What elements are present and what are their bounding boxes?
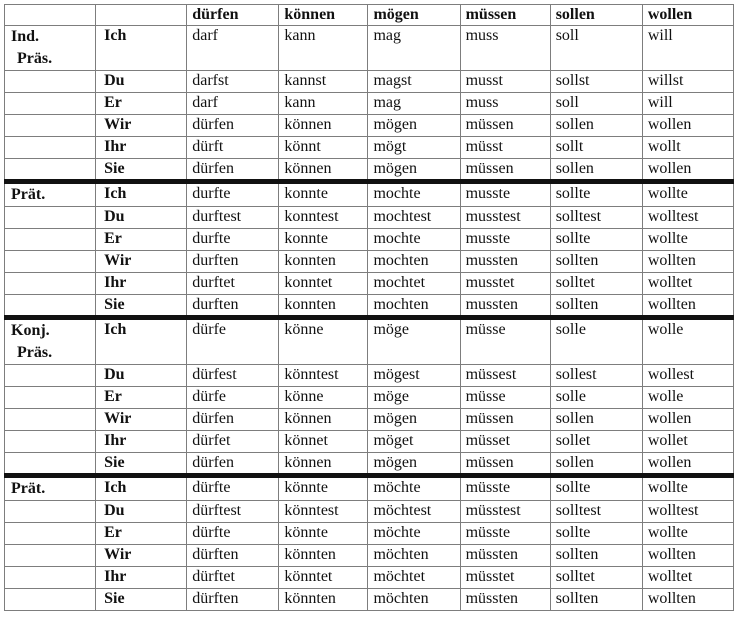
form-cell: möchten [368, 589, 460, 611]
form-cell: dürfte [187, 523, 279, 545]
pronoun-cell: Sie [96, 295, 187, 318]
table-row [5, 115, 734, 137]
form-cell: wollen [642, 409, 733, 431]
tense-cell [5, 387, 96, 409]
form-cell: müsstet [460, 567, 550, 589]
pronoun-cell: Ihr [96, 137, 187, 159]
form-cell: musst [460, 71, 550, 93]
pronoun-cell: Du [96, 207, 187, 229]
form-cell: könnt [279, 137, 368, 159]
pronoun-cell: Du [96, 71, 187, 93]
verb-header-durfen: dürfen [187, 5, 279, 26]
tense-cell [5, 365, 96, 387]
form-cell: mochtest [368, 207, 460, 229]
pronoun-cell: Ich [96, 26, 187, 71]
table-row [5, 523, 734, 545]
pronoun-cell: Sie [96, 453, 187, 476]
tense-cell [5, 207, 96, 229]
pronoun-cell: Wir [96, 115, 187, 137]
form-cell: mochtet [368, 273, 460, 295]
form-cell: könnte [279, 476, 368, 501]
form-cell: willst [642, 71, 733, 93]
pronoun-cell: Ich [96, 476, 187, 501]
pronoun-cell: Ihr [96, 431, 187, 453]
form-cell: müssen [460, 159, 550, 182]
form-cell: dürfe [187, 387, 279, 409]
form-cell: mögen [368, 159, 460, 182]
table-row [5, 318, 734, 365]
pronoun-header-cell [96, 5, 187, 26]
form-cell: müsst [460, 137, 550, 159]
form-cell: wolle [642, 318, 733, 365]
table-body [5, 26, 734, 611]
form-cell: kannst [279, 71, 368, 93]
form-cell: solle [550, 318, 642, 365]
form-cell: wollen [642, 159, 733, 182]
form-cell: sollen [550, 409, 642, 431]
form-cell: musstet [460, 273, 550, 295]
form-cell: dürfen [187, 115, 279, 137]
verb-header-mogen: mögen [368, 5, 460, 26]
verb-header-sollen: sollen [550, 5, 642, 26]
form-cell: müsste [460, 523, 550, 545]
form-cell: wollte [642, 182, 733, 207]
form-cell: könnten [279, 545, 368, 567]
form-cell: wollte [642, 229, 733, 251]
form-cell: muss [460, 93, 550, 115]
form-cell: will [642, 26, 733, 71]
pronoun-cell: Sie [96, 589, 187, 611]
table-row [5, 295, 734, 318]
form-cell: muss [460, 26, 550, 71]
form-cell: mochten [368, 295, 460, 318]
form-cell: könnet [279, 431, 368, 453]
form-cell: durften [187, 251, 279, 273]
tense-cell [5, 476, 96, 501]
table-row [5, 207, 734, 229]
form-cell: wollten [642, 545, 733, 567]
form-cell: sollten [550, 545, 642, 567]
table-row [5, 251, 734, 273]
pronoun-cell: Du [96, 365, 187, 387]
form-cell: möget [368, 431, 460, 453]
form-cell: müsse [460, 387, 550, 409]
form-cell: durftest [187, 207, 279, 229]
form-cell: könntest [279, 501, 368, 523]
tense-cell [5, 93, 96, 115]
table-row [5, 545, 734, 567]
form-cell: sollst [550, 71, 642, 93]
table-row [5, 229, 734, 251]
tense-cell [5, 182, 96, 207]
pronoun-cell: Wir [96, 545, 187, 567]
form-cell: sollt [550, 137, 642, 159]
tense-cell [5, 115, 96, 137]
form-cell: durftet [187, 273, 279, 295]
form-cell: mag [368, 26, 460, 71]
tense-cell [5, 318, 96, 365]
form-cell: dürften [187, 589, 279, 611]
form-cell: sollest [550, 365, 642, 387]
form-cell: wollten [642, 295, 733, 318]
pronoun-cell: Wir [96, 251, 187, 273]
form-cell: sollten [550, 251, 642, 273]
tense-cell [5, 229, 96, 251]
form-cell: müssten [460, 545, 550, 567]
form-cell: müssen [460, 453, 550, 476]
form-cell: wollet [642, 431, 733, 453]
tense-label: Konj. [11, 322, 50, 339]
table-row [5, 501, 734, 523]
form-cell: wollen [642, 453, 733, 476]
pronoun-cell: Er [96, 93, 187, 115]
form-cell: dürfte [187, 476, 279, 501]
form-cell: solle [550, 387, 642, 409]
tense-cell [5, 545, 96, 567]
form-cell: möchtest [368, 501, 460, 523]
form-cell: könnten [279, 589, 368, 611]
form-cell: möchten [368, 545, 460, 567]
form-cell: dürfet [187, 431, 279, 453]
table-row [5, 365, 734, 387]
tense-cell [5, 567, 96, 589]
table-row [5, 159, 734, 182]
form-cell: wollten [642, 251, 733, 273]
form-cell: sollte [550, 229, 642, 251]
table-row [5, 93, 734, 115]
form-cell: sollet [550, 431, 642, 453]
table-row [5, 453, 734, 476]
table-header [5, 5, 734, 26]
form-cell: sollte [550, 523, 642, 545]
form-cell: dürfe [187, 318, 279, 365]
table-row [5, 387, 734, 409]
pronoun-cell: Ihr [96, 273, 187, 295]
form-cell: müsset [460, 431, 550, 453]
tense-cell [5, 431, 96, 453]
form-cell: solltest [550, 207, 642, 229]
form-cell: wollten [642, 589, 733, 611]
form-cell: müssen [460, 115, 550, 137]
form-cell: wolltet [642, 567, 733, 589]
verb-header-wollen: wollen [642, 5, 733, 26]
form-cell: dürft [187, 137, 279, 159]
form-cell: mögen [368, 115, 460, 137]
table-row [5, 71, 734, 93]
pronoun-cell: Er [96, 229, 187, 251]
form-cell: mögen [368, 453, 460, 476]
form-cell: müssest [460, 365, 550, 387]
pronoun-cell: Ihr [96, 567, 187, 589]
form-cell: konntest [279, 207, 368, 229]
form-cell: mag [368, 93, 460, 115]
tense-label: Prät. [11, 186, 46, 203]
form-cell: müsste [460, 476, 550, 501]
form-cell: mochte [368, 182, 460, 207]
form-cell: möge [368, 387, 460, 409]
header-row [5, 5, 734, 26]
form-cell: wollte [642, 476, 733, 501]
form-cell: dürftet [187, 567, 279, 589]
pronoun-cell: Er [96, 387, 187, 409]
form-cell: können [279, 115, 368, 137]
form-cell: musstest [460, 207, 550, 229]
tense-cell [5, 26, 96, 71]
form-cell: möchte [368, 523, 460, 545]
table-row [5, 589, 734, 611]
tense-cell [5, 273, 96, 295]
tense-label: Prät. [11, 480, 46, 497]
form-cell: wollt [642, 137, 733, 159]
form-cell: mussten [460, 251, 550, 273]
form-cell: darf [187, 26, 279, 71]
verb-header-mussen: müssen [460, 5, 550, 26]
form-cell: möchte [368, 476, 460, 501]
form-cell: wolltet [642, 273, 733, 295]
form-cell: können [279, 453, 368, 476]
form-cell: konnten [279, 295, 368, 318]
pronoun-cell: Du [96, 501, 187, 523]
table-row [5, 409, 734, 431]
table-row [5, 182, 734, 207]
form-cell: mussten [460, 295, 550, 318]
tense-label-line2: Präs. [17, 50, 53, 67]
form-cell: konntet [279, 273, 368, 295]
form-cell: dürfest [187, 365, 279, 387]
form-cell: kann [279, 93, 368, 115]
form-cell: solltet [550, 567, 642, 589]
form-cell: können [279, 409, 368, 431]
form-cell: wolltest [642, 501, 733, 523]
tense-cell [5, 137, 96, 159]
form-cell: könntet [279, 567, 368, 589]
form-cell: müssen [460, 409, 550, 431]
form-cell: wollte [642, 523, 733, 545]
form-cell: wollest [642, 365, 733, 387]
form-cell: magst [368, 71, 460, 93]
form-cell: musste [460, 229, 550, 251]
form-cell: sollten [550, 295, 642, 318]
form-cell: mochten [368, 251, 460, 273]
form-cell: darf [187, 93, 279, 115]
form-cell: dürfen [187, 409, 279, 431]
form-cell: darfst [187, 71, 279, 93]
form-cell: konnte [279, 182, 368, 207]
form-cell: wollen [642, 115, 733, 137]
form-cell: könne [279, 387, 368, 409]
form-cell: wolltest [642, 207, 733, 229]
form-cell: mögen [368, 409, 460, 431]
form-cell: mögt [368, 137, 460, 159]
form-cell: sollte [550, 182, 642, 207]
form-cell: müsstest [460, 501, 550, 523]
tense-cell [5, 501, 96, 523]
verb-header-konnen: können [279, 5, 368, 26]
form-cell: dürften [187, 545, 279, 567]
table-row [5, 567, 734, 589]
tense-cell [5, 523, 96, 545]
form-cell: will [642, 93, 733, 115]
form-cell: könne [279, 318, 368, 365]
form-cell: möchtet [368, 567, 460, 589]
form-cell: müssten [460, 589, 550, 611]
form-cell: sollen [550, 159, 642, 182]
form-cell: sollen [550, 115, 642, 137]
form-cell: durfte [187, 229, 279, 251]
form-cell: sollte [550, 476, 642, 501]
tense-cell [5, 295, 96, 318]
tense-cell [5, 251, 96, 273]
conjugation-table [4, 4, 734, 611]
form-cell: könntest [279, 365, 368, 387]
form-cell: musste [460, 182, 550, 207]
pronoun-cell: Wir [96, 409, 187, 431]
form-cell: konnten [279, 251, 368, 273]
tense-cell [5, 409, 96, 431]
pronoun-cell: Sie [96, 159, 187, 182]
pronoun-cell: Er [96, 523, 187, 545]
tense-label: Ind. [11, 28, 40, 45]
tense-cell [5, 453, 96, 476]
pronoun-cell: Ich [96, 318, 187, 365]
tense-cell [5, 159, 96, 182]
form-cell: möge [368, 318, 460, 365]
form-cell: dürftest [187, 501, 279, 523]
form-cell: müsse [460, 318, 550, 365]
table-row [5, 26, 734, 71]
table-row [5, 273, 734, 295]
tense-cell [5, 71, 96, 93]
corner-cell [5, 5, 96, 26]
form-cell: soll [550, 93, 642, 115]
form-cell: dürfen [187, 453, 279, 476]
form-cell: dürfen [187, 159, 279, 182]
form-cell: können [279, 159, 368, 182]
table-row [5, 431, 734, 453]
form-cell: sollen [550, 453, 642, 476]
form-cell: wolle [642, 387, 733, 409]
form-cell: mochte [368, 229, 460, 251]
form-cell: durften [187, 295, 279, 318]
form-cell: solltest [550, 501, 642, 523]
form-cell: könnte [279, 523, 368, 545]
table-row [5, 137, 734, 159]
tense-cell [5, 589, 96, 611]
form-cell: konnte [279, 229, 368, 251]
form-cell: mögest [368, 365, 460, 387]
form-cell: durfte [187, 182, 279, 207]
form-cell: sollten [550, 589, 642, 611]
form-cell: solltet [550, 273, 642, 295]
table-row [5, 476, 734, 501]
tense-label-line2: Präs. [17, 344, 53, 361]
form-cell: kann [279, 26, 368, 71]
form-cell: soll [550, 26, 642, 71]
pronoun-cell: Ich [96, 182, 187, 207]
